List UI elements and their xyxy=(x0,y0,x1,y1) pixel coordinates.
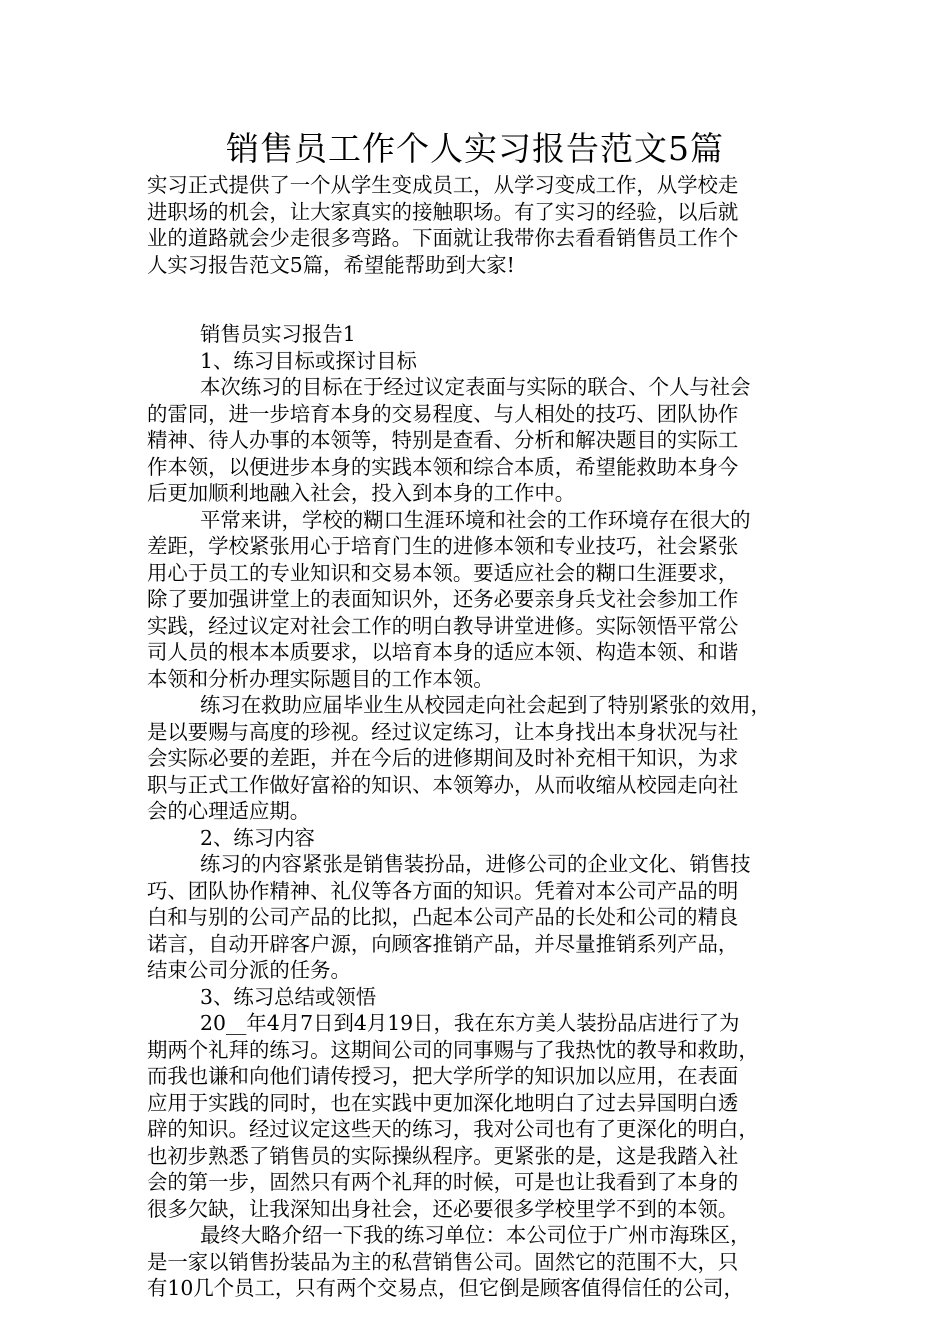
intro-line: 业的道路就会少走很多弯路。下面就让我带你去看看销售员工作个 xyxy=(147,226,739,250)
paragraph-line: 结束公司分派的任务。 xyxy=(147,958,351,982)
paragraph-line: 精神、待人办事的本领等，特别是查看、分析和解决题目的实际工 xyxy=(147,428,739,452)
paragraph-line: 实践，经过议定对社会工作的明白教导讲堂进修。实际领悟平常公 xyxy=(147,613,739,638)
paragraph xyxy=(147,851,811,984)
paragraph-line: 期两个礼拜的练习。这期间公司的同事赐与了我热忱的教导和救助， xyxy=(147,1037,759,1062)
document-title: 销售员工作个人实习报告范文5篇 xyxy=(226,129,724,168)
intro-paragraph xyxy=(147,172,811,278)
paragraph-line: 最终大略介绍一下我的练习单位：本公司位于广州市海珠区， xyxy=(200,1223,751,1247)
paragraph-line: 会的第一步，固然只有两个礼拜的时候，可是也让我看到了本身的 xyxy=(147,1170,739,1194)
section-heading: 2、练习内容 xyxy=(200,825,315,850)
intro-line: 人实习报告范文5篇，希望能帮助到大家! xyxy=(147,252,515,277)
spacer xyxy=(147,278,811,321)
paragraph-line: 练习的内容紧张是销售装扮品，进修公司的企业文化、销售技 xyxy=(200,852,751,876)
intro-line: 实习正式提供了一个从学生变成员工，从学习变成工作，从学校走 xyxy=(147,173,739,197)
paragraph-line: 辟的知识。经过议定这些天的练习，我对公司也有了更深化的明白， xyxy=(147,1117,759,1141)
paragraph-line: 诺言，自动开辟客户源，向顾客推销产品，并尽量推销系列产品， xyxy=(147,931,739,956)
paragraph-line: 的雷同，进一步培育本身的交易程度、与人相处的技巧、团队协作 xyxy=(147,401,739,426)
paragraph xyxy=(147,1010,811,1222)
paragraph-line: 巧、团队协作精神、礼仪等各方面的知识。凭着对本公司产品的明 xyxy=(147,878,739,903)
paragraph-line: 作本领，以便进步本身的实践本领和综合本质，希望能救助本身今 xyxy=(147,454,739,479)
paragraph-line: 本次练习的目标在于经过议定表面与实际的联合、个人与社会 xyxy=(200,375,751,399)
paragraph-line: 很多欠缺，让我深知出身社会，还必要很多学校里学不到的本领。 xyxy=(147,1196,739,1221)
paragraph xyxy=(147,1222,811,1302)
paragraph-line: 有10几个员工，只有两个交易点，但它倒是顾客值得信任的公司， xyxy=(147,1276,744,1300)
intro-line: 进职场的机会，让大家真实的接触职场。有了实习的经验，以后就 xyxy=(147,199,739,224)
paragraph-line: 除了要加强讲堂上的表面知识外，还务必要亲身兵戈社会参加工作 xyxy=(147,587,739,611)
section-heading: 1、练习目标或探讨目标 xyxy=(200,348,417,373)
paragraph-line: 练习在救助应届毕业生从校园走向社会起到了特别紧张的效用， xyxy=(200,693,771,717)
paragraph-line: 职与正式工作做好富裕的知识、本领筹办，从而收缩从校园走向社 xyxy=(147,772,739,797)
paragraph-line: 会实际必要的差距，并在今后的进修期间及时补充相干知识，为求 xyxy=(147,746,739,770)
paragraph-line: 20__年4月7日到4月19日，我在东方美人装扮品店进行了为 xyxy=(200,1011,740,1035)
paragraph-line: 是一家以销售扮装品为主的私营销售公司。固然它的范围不大，只 xyxy=(147,1249,739,1274)
paragraph-line: 是以要赐与高度的珍视。经过议定练习，让本身找出本身状况与社 xyxy=(147,719,739,744)
paragraph xyxy=(147,692,811,825)
section-heading: 3、练习总结或领悟 xyxy=(200,984,377,1009)
paragraph-line: 白和与别的公司产品的比拟，凸起本公司产品的长处和公司的精良 xyxy=(147,905,739,929)
paragraph-line: 司人员的根本本质要求，以培育本身的适应本领、构造本领、和谐 xyxy=(147,640,739,664)
paragraph-line: 会的心理适应期。 xyxy=(147,799,311,823)
paragraph-line: 应用于实践的同时，也在实践中更加深化地明白了过去异国明白透 xyxy=(147,1090,739,1115)
paragraph-line: 本领和分析办理实际题目的工作本领。 xyxy=(147,666,494,691)
paragraph xyxy=(147,374,811,507)
paragraph-line: 用心于员工的专业知识和交易本领。要适应社会的糊口生涯要求， xyxy=(147,560,739,585)
paragraph-line: 而我也谦和向他们请传授习，把大学所学的知识加以应用，在表面 xyxy=(147,1064,739,1088)
paragraph-line: 差距，学校紧张用心于培育门生的进修本领和专业技巧，社会紧张 xyxy=(147,534,739,558)
paragraph-line: 后更加顺利地融入社会，投入到本身的工作中。 xyxy=(147,481,576,505)
report-heading: 销售员实习报告1 xyxy=(200,322,356,346)
paragraph xyxy=(147,507,811,693)
paragraph-line: 也初步熟悉了销售员的实际操纵程序。更紧张的是，这是我踏入社 xyxy=(147,1143,739,1168)
paragraph-line: 平常来讲，学校的糊口生涯环境和社会的工作环境存在很大的 xyxy=(200,507,751,532)
document-body xyxy=(147,172,811,1302)
